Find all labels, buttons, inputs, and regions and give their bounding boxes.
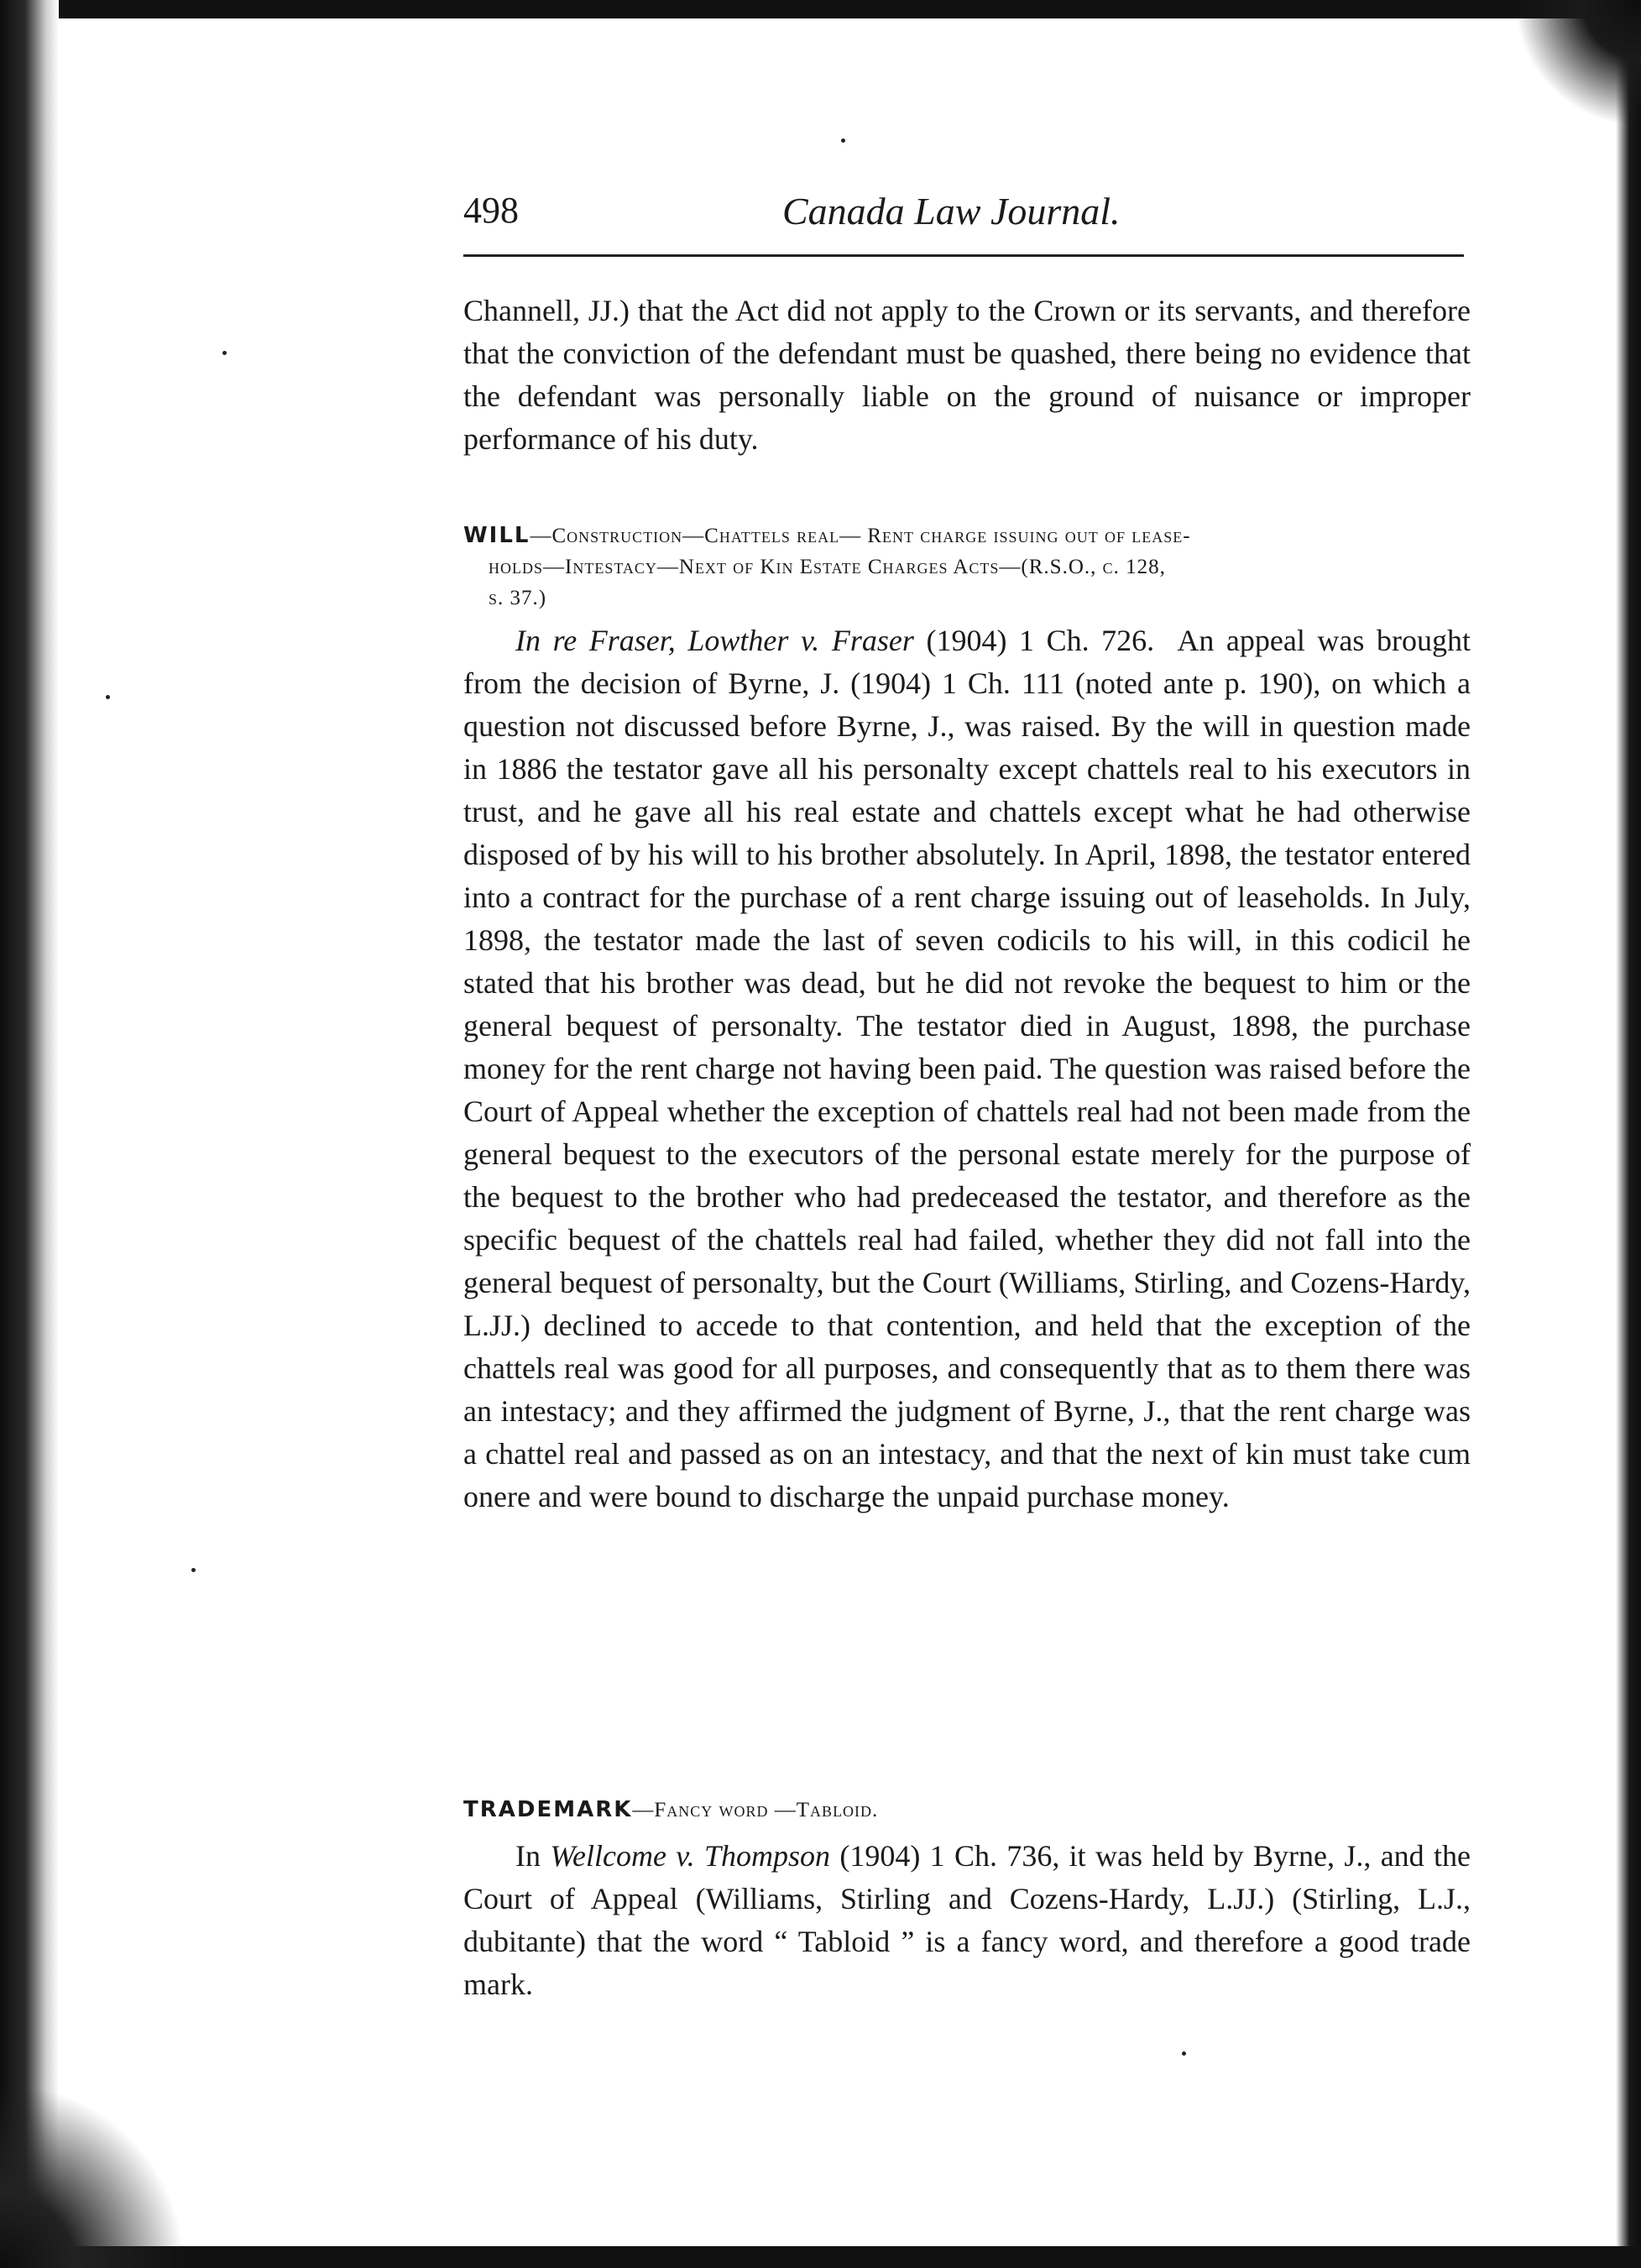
will-heading-line2: holds—Intestacy—Next of Kin Estate Charges Acts—(R.S.O., c. 128, [489,556,1166,578]
journal-title: Canada Law Journal. [782,190,1121,233]
scan-edge-left [0,0,59,2268]
scan-speck [106,695,110,699]
will-section-body [463,619,1471,1518]
scan-speck [841,138,845,143]
trademark-heading-text: —Fancy word —Tabloid. [632,1799,879,1821]
page-number: 498 [463,190,519,231]
scan-edge-top [0,0,1641,18]
running-head [463,180,1461,256]
intro-paragraph: Channell, JJ.) that the Act did not apply to the Crown or its servants, and therefore that the conviction of the defendant must be quashed, there being no evidence that the defendant was personally liable on the ground of nuisance or improper performance of his duty. [463,294,1471,456]
will-case-name: In re Fraser, Lowther v. Fraser [515,624,914,657]
will-heading-line1: —Construction—Chattels real— Rent charge issuing out of lease- [530,525,1191,547]
will-citation: (1904) 1 Ch. 726. [913,624,1155,657]
trademark-heading-lead: TRADEMARK [463,1797,633,1822]
scan-speck [1182,2051,1186,2056]
will-body-text: An appeal was brought from the decision of Byrne, J. (1904) 1 Ch. 111 (noted ante p. 190), on which a question not discussed before Byrne, J., was raised. By the will in question made in 1886 the testator gave all his personalty except chattels real to his executors in trust, and he gave all his real estate and chattels except what he had otherwise disposed of by his will to his brother absolutely. In April, 1898, the testator entered into a contract for the purchase of a rent charge issuing out of leaseholds. In July, 1898, the testator made the last of seven codicils to his will, in this codicil he stated that his brother was dead, but he did not revoke the bequest to him or the general bequest of personalty. The testator died in August, 1898, the purchase money for the rent charge not having been paid. The question was raised before the Court of Appeal whether the exception of chattels real had not been made from the general bequest to the executors of the personal estate merely for the purpose of the bequest to the brother who had predeceased the testator, and therefore as the specific bequest of the chattels real had failed, whether they did not fall into the general bequest of personalty, but the Court (Williams, Stirling, and Cozens-Hardy, L.JJ.) declined to accede to that contention, and held that the exception of the chattels real was good for all purposes, and consequently that as to them there was an intestacy; and they affirmed the judgment of Byrne, J., that the rent charge was a chattel real and passed as on an intestacy, and that the next of kin must take cum onere and were bound to discharge the unpaid purchase money. [463,624,1471,1513]
scan-corner-bottom-left [0,2067,252,2268]
trademark-section-heading [463,1795,1462,1826]
trademark-case-name: Wellcome v. Thompson [550,1839,830,1873]
will-heading-lead: WILL [463,523,530,548]
trademark-body-text: (1904) 1 Ch. 736, it was held by Byrne, J., and the Court of Appeal (Williams, Stirling and Cozens-Hardy, L.JJ.) (Stirling, L.J., dubitante) that the word “ Tabloid ” is a fancy word, and therefore a good trade mark. [463,1839,1471,2001]
will-section-heading [463,520,1462,614]
trademark-intro: In [515,1839,551,1873]
scan-speck [191,1568,196,1572]
header-rule [463,254,1464,257]
scan-corner-top-right [1490,0,1641,151]
will-paragraph [463,619,1471,1518]
intro-paragraph-block [463,290,1471,461]
scan-edge-right [1616,0,1641,2268]
will-heading-line3: s. 37.) [489,587,547,609]
trademark-paragraph [463,1835,1471,2006]
trademark-section-body [463,1835,1471,2006]
scan-speck [222,351,227,355]
